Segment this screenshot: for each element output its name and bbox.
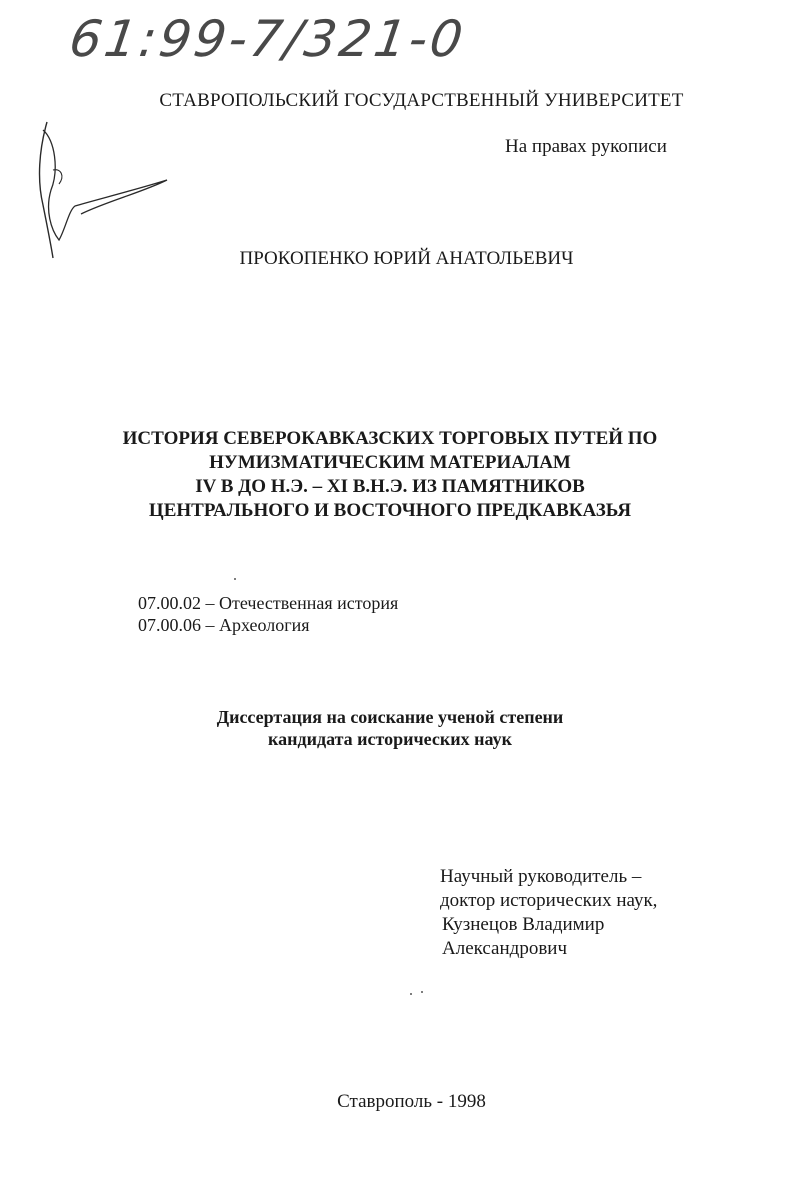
- rights-note: На правах рукописи: [505, 136, 667, 157]
- supervisor-line: Кузнецов Владимир: [442, 914, 605, 935]
- title-line: НУМИЗМАТИЧЕСКИМ МАТЕРИАЛАМ: [209, 452, 571, 473]
- supervisor-block: [440, 865, 657, 961]
- degree-line: кандидата исторических наук: [268, 729, 512, 749]
- specialty-item: 07.00.06 – Археология: [138, 615, 310, 635]
- title-line: ИСТОРИЯ СЕВЕРОКАВКАЗСКИХ ТОРГОВЫХ ПУТЕЙ ПО: [122, 428, 658, 449]
- dissertation-title: [70, 427, 710, 523]
- title-line: ЦЕНТРАЛЬНОГО И ВОСТОЧНОГО ПРЕДКАВКАЗЬЯ: [148, 500, 632, 521]
- degree-line: Диссертация на соискание ученой степени: [216, 707, 564, 727]
- author-name: ПРОКОПЕНКО ЮРИЙ АНАТОЛЬЕВИЧ: [239, 248, 574, 269]
- scan-speck: [234, 578, 236, 580]
- supervisor-line: Александрович: [442, 938, 568, 959]
- signature-mark: [25, 110, 175, 260]
- degree-statement: [90, 706, 690, 750]
- scan-speck: [410, 993, 412, 995]
- city-year: Ставрополь - 1998: [337, 1091, 486, 1112]
- university-name: СТАВРОПОЛЬСКИЙ ГОСУДАРСТВЕННЫЙ УНИВЕРСИТЕТ: [159, 90, 684, 111]
- scan-speck: [421, 991, 423, 993]
- supervisor-line: Научный руководитель –: [440, 866, 642, 887]
- handwritten-archive-code: 61:99-7/321-0: [65, 10, 470, 68]
- specialty-item: 07.00.02 – Отечественная история: [138, 593, 399, 613]
- title-line: IV В ДО Н.Э. – XI В.Н.Э. ИЗ ПАМЯТНИКОВ: [195, 476, 585, 497]
- supervisor-line: доктор исторических наук,: [440, 890, 658, 911]
- specialty-list: [138, 592, 398, 636]
